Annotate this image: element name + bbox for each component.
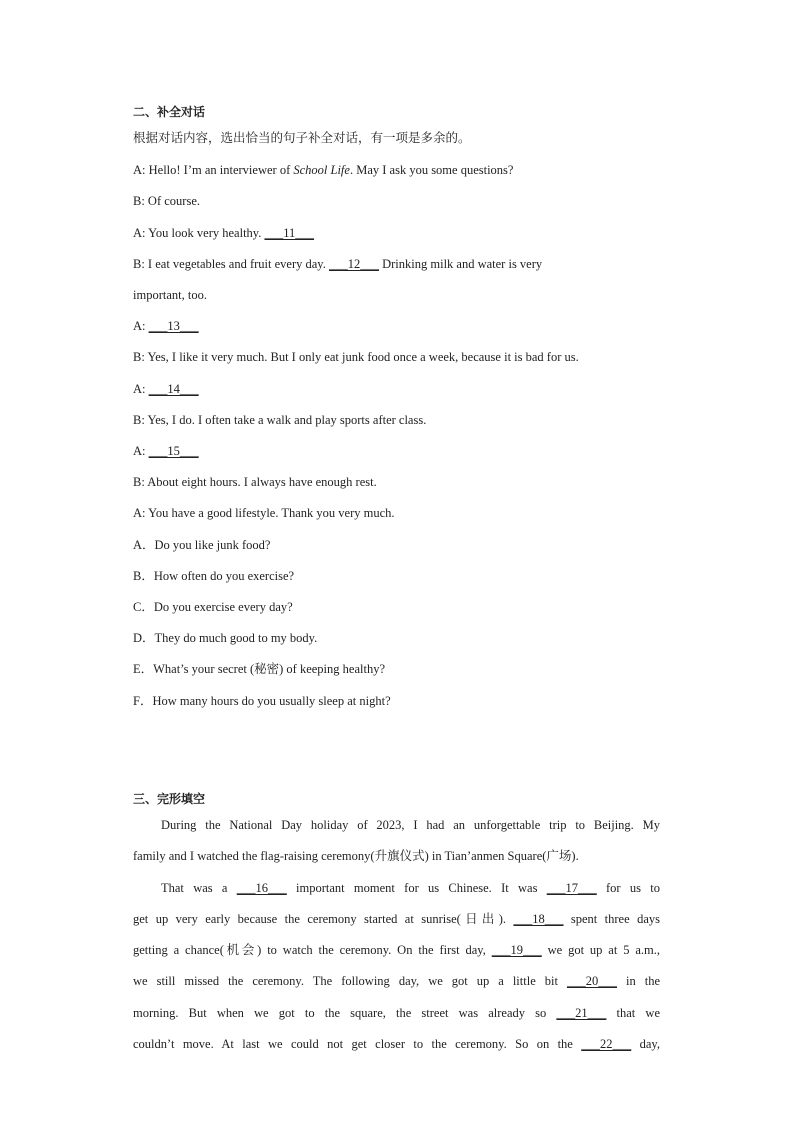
passage-line: family and I watched the flag-raising ceremony(升旗仪式) in Tian’anmen Square(广场). [133, 849, 579, 863]
option-a[interactable]: A．Do you like junk food? [133, 538, 271, 552]
section-heading-cloze: 三、完形填空 [133, 792, 206, 806]
passage-line: morning. But when we got to the square, the street was already so ___21___ that we [133, 1006, 660, 1020]
section-heading-dialogue: 二、补全对话 [133, 105, 206, 119]
answer-blank-22[interactable]: ___22___ [581, 1037, 632, 1051]
answer-blank-17[interactable]: ___17___ [546, 881, 597, 895]
dialogue-line: B: Yes, I do. I often take a walk and play sports after class. [133, 413, 427, 427]
dialogue-line: B: I eat vegetables and fruit every day. ___12___ Drinking milk and water is very [133, 257, 543, 271]
answer-blank-14[interactable]: ___14___ [148, 382, 199, 396]
dialogue-line: A: Hello! I’m an interviewer of School Life. May I ask you some questions? [133, 163, 514, 177]
answer-blank-19[interactable]: ___19___ [491, 943, 542, 957]
dialogue-line: A: You have a good lifestyle. Thank you very much. [133, 506, 395, 520]
dialogue-line: important, too. [133, 288, 207, 302]
answer-blank-13[interactable]: ___13___ [148, 319, 199, 333]
dialogue-line: A: ___14___ [133, 382, 199, 396]
option-c[interactable]: C．Do you exercise every day? [133, 600, 293, 614]
answer-blank-12[interactable]: ___12___ [328, 257, 379, 271]
option-f[interactable]: F．How many hours do you usually sleep at night? [133, 694, 391, 708]
magazine-title: School Life [293, 163, 350, 177]
dialogue-line: A: ___13___ [133, 319, 199, 333]
passage-line: we still missed the ceremony. The following day, we got up a little bit ___20___ in the [133, 974, 660, 988]
answer-blank-11[interactable]: ___11___ [264, 226, 315, 240]
answer-blank-20[interactable]: ___20___ [566, 974, 617, 988]
dialogue-line: B: Yes, I like it very much. But I only eat junk food once a week, because it is bad for us. [133, 350, 579, 364]
option-b[interactable]: B．How often do you exercise? [133, 569, 295, 583]
passage-line: get up very early because the ceremony started at sunrise(日出). ___18___ spent three days [133, 912, 660, 926]
option-d[interactable]: D．They do much good to my body. [133, 631, 318, 645]
passage-line: During the National Day holiday of 2023, I had an unforgettable trip to Beijing. My [161, 818, 660, 832]
passage-line: getting a chance(机会) to watch the ceremony. On the first day, ___19___ we got up at 5 a.m., [133, 943, 660, 957]
passage-line: couldn’t move. At last we could not get closer to the ceremony. So on the ___22___ day, [133, 1037, 660, 1051]
dialogue-line: A: You look very healthy. ___11___ [133, 226, 315, 240]
answer-blank-16[interactable]: ___16___ [236, 881, 287, 895]
dialogue-line: B: Of course. [133, 194, 200, 208]
answer-blank-15[interactable]: ___15___ [148, 444, 199, 458]
dialogue-line: B: About eight hours. I always have enough rest. [133, 475, 377, 489]
answer-blank-18[interactable]: ___18___ [513, 912, 564, 926]
passage-line: That was a ___16___ important moment for us Chinese. It was ___17___ for us to [161, 881, 660, 895]
section-instruction: 根据对话内容，选出恰当的句子补全对话，有一项是多余的。 [133, 130, 471, 145]
answer-blank-21[interactable]: ___21___ [556, 1006, 607, 1020]
dialogue-line: A: ___15___ [133, 444, 199, 458]
option-e[interactable]: E．What’s your secret (秘密) of keeping healthy? [133, 662, 385, 676]
